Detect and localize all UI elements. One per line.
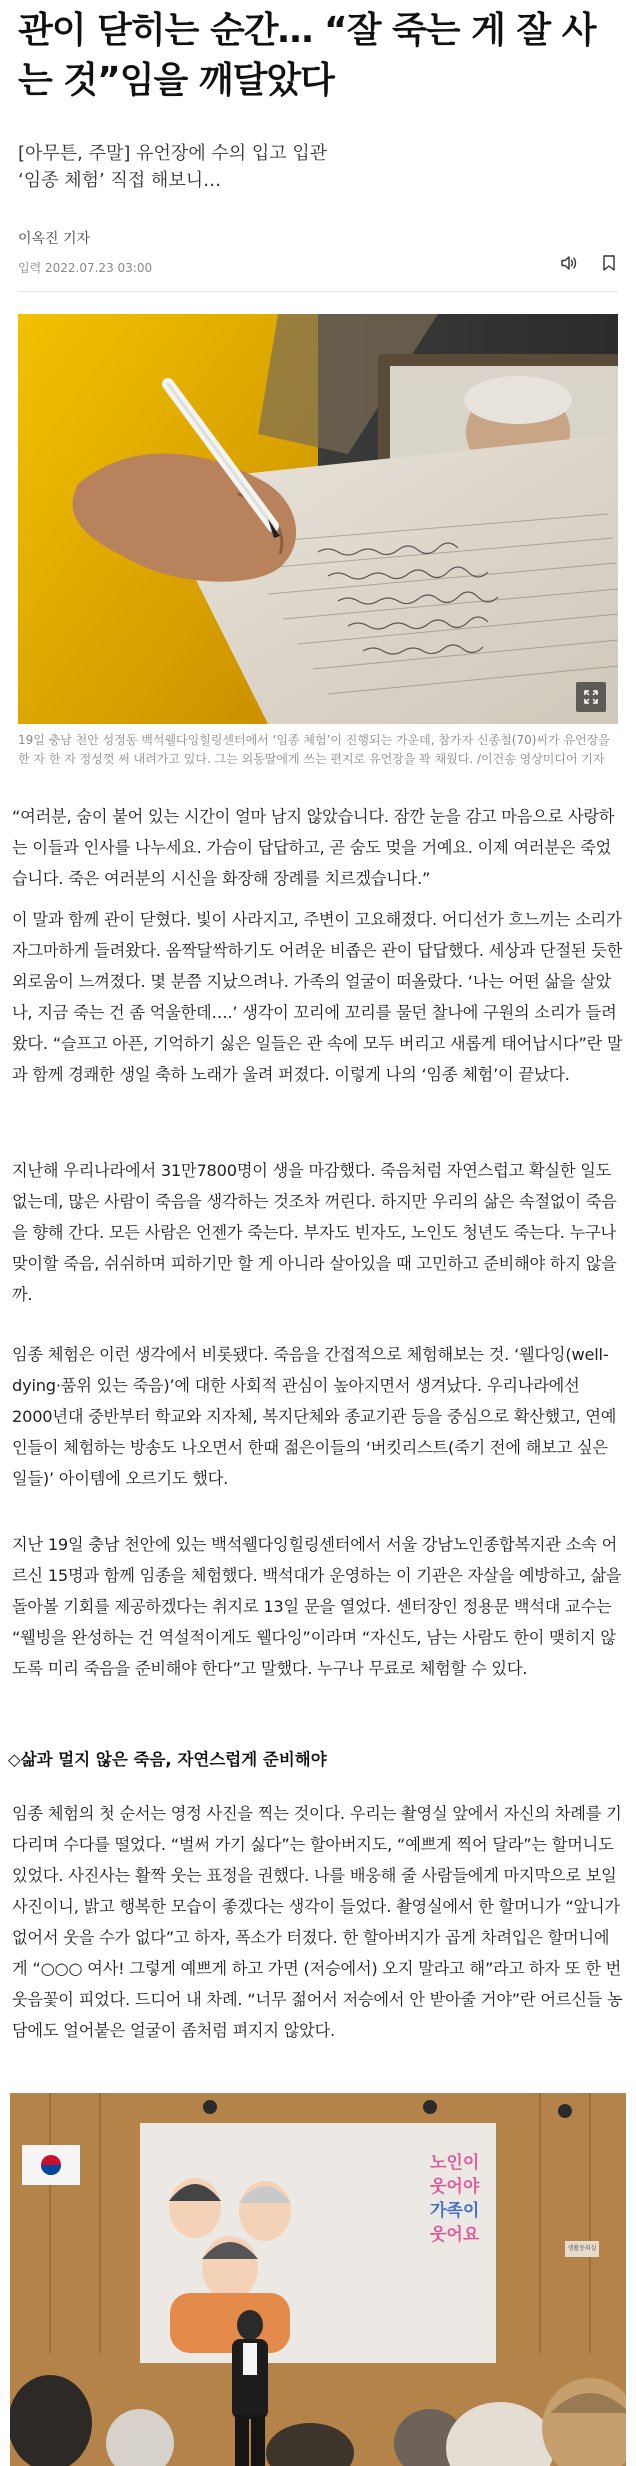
room-sign: 생활동의실 <box>567 2245 597 2252</box>
expand-photo-button[interactable] <box>576 682 606 712</box>
photo-illustration <box>18 314 618 724</box>
body-paragraph-3: 지난해 우리나라에서 31만7800명이 생을 마감했다. 죽음처럼 자연스럽고 확실한 일도 없는데, 많은 사람이 죽음을 생각하는 것조차 꺼린다. 하지만 우리의 삶은 속절없이 죽음을 향해 간다. 모든 사람은 언젠가 죽는다. 부자도 빈자도, 노인도 청년도 죽는다. 누구나 맞이할 죽음, 쉬쉬하며 피하기만 할 게 아니라 살아있을 때 고민하고 준비해야 하지 않을까. <box>12 1161 617 1304</box>
body-paragraph-5: 지난 19일 충남 천안에 있는 백석웰다잉힐링센터에서 서울 강남노인종합복지관 소속 어르신 15명과 함께 임종을 체험했다. 백석대가 운영하는 이 기관은 자살을 예방하고, 삶을 돌아볼 기회를 제공하겠다는 취지로 13일 문을 열었다. 센터장인 정용문 백석대 교수는 “웰빙을 완성하는 건 역설적이게도 웰다잉”이라며 “자신도, 남는 사람도 한이 맺히지 않도록 미리 죽음을 준비해야 한다”고 말했다. 누구나 무료로 체험할 수 있다. <box>12 1535 622 1678</box>
screen-text-line-3: 가족이 <box>430 2201 480 2221</box>
headline: 관이 닫히는 순간… “잘 죽는 게 잘 사는 것”임을 깨달았다 <box>18 10 596 101</box>
screen-text-line-1: 노인이 <box>430 2153 480 2173</box>
screen-text-line-2: 웃어야 <box>430 2177 480 2197</box>
photo-illustration-lecture <box>10 2093 626 2466</box>
bookmark-icon[interactable] <box>600 254 618 272</box>
header-divider <box>18 291 618 292</box>
subhead-line-1: [아무튼, 주말] 유언장에 수의 입고 입관 <box>18 143 328 164</box>
section-subtitle: ◇삶과 멀지 않은 죽음, 자연스럽게 준비해야 <box>8 1750 327 1769</box>
body-paragraph-2: 이 말과 함께 관이 닫혔다. 빛이 사라지고, 주변이 고요해졌다. 어디선가 흐느끼는 소리가 자그마하게 들려왔다. 옴짝달싹하기도 어려운 비좁은 관이 답답했다. 세상과 단절된 듯한 외로움이 느껴졌다. 몇 분쯤 지났으려나. 가족의 얼굴이 떠올랐다. ‘나는 어떤 삶을 살았나, 지금 죽는 건 좀 억울한데….’ 생각이 꼬리에 꼬리를 물던 찰나에 구원의 소리가 들려왔다. “슬프고 아픈, 기억하기 싫은 일들은 관 속에 모두 버리고 새롭게 태어납시다”란 말과 함께 경쾌한 생일 축하 노래가 울려 퍼졌다. 이렇게 나의 ‘임종 체험’이 끝났다. <box>12 910 623 1084</box>
article-photo-will-writing[interactable] <box>18 314 618 724</box>
publish-date: 입력 2022.07.23 03:00 <box>18 261 153 275</box>
subheadline <box>18 140 618 194</box>
article-tools <box>560 254 618 272</box>
article-photo-lecture[interactable] <box>10 2093 626 2466</box>
screen-slogan <box>430 2151 494 2247</box>
author-byline[interactable]: 이옥진 기자 <box>18 231 91 247</box>
photo-caption: 19일 충남 천안 성정동 백석웰다잉힐링센터에서 ‘임종 체험’이 진행되는 가운데, 참가자 신종철(70)씨가 유언장을 한 자 한 자 정성껏 써 내려가고 있다. 그는 외동딸에게 쓰는 편지로 유언장을 꽉 채웠다. /이건송 영상미디어 기자 <box>18 733 610 766</box>
body-paragraph-6: 임종 체험의 첫 순서는 영정 사진을 찍는 것이다. 우리는 촬영실 앞에서 자신의 차례를 기다리며 수다를 떨었다. “벌써 가기 싫다”는 할아버지도, “예쁘게 찍어 달라”는 할머니도 있었다. 사진사는 활짝 웃는 표정을 권했다. 나를 배웅해 줄 사람들에게 마지막으로 보일 사진이니, 밝고 행복한 모습이 좋겠다는 생각이 들었다. 촬영실에서 한 할머니가 “앞니가 없어서 웃을 수가 없다”고 하자, 폭소가 터졌다. 한 할아버지가 곱게 차려입은 할머니에게 “○○○ 여사! 그렇게 예쁘게 하고 가면 (저승에서) 오지 말라고 해”라고 하자 또 한 번 웃음꽃이 피었다. 드디어 내 차례. “너무 젊어서 저승에서 안 받아줄 거야”란 어르신들 농담에도 얼어붙은 얼굴이 좀처럼 펴지지 않았다. <box>12 1804 623 2040</box>
body-paragraph-4: 임종 체험은 이런 생각에서 비롯됐다. 죽음을 간접적으로 체험해보는 것. ‘웰다잉(well-dying·품위 있는 죽음)’에 대한 사회적 관심이 높아지면서 생겨났다. 우리나라에선 2000년대 중반부터 학교와 지자체, 복지단체와 종교기관 등을 중심으로 확산했고, 연예인들이 체험하는 방송도 나오면서 한때 젊은이들의 ‘버킷리스트(죽기 전에 해보고 싶은 일들)’ 아이템에 오르기도 했다. <box>12 1345 617 1488</box>
screen-text-line-4: 웃어요 <box>430 2225 480 2245</box>
body-paragraph-1: “여러분, 숨이 붙어 있는 시간이 얼마 남지 않았습니다. 잠깐 눈을 감고 마음으로 사랑하는 이들과 인사를 나누세요. 가슴이 답답하고, 곧 숨도 멎을 거예요. 이제 여러분은 죽었습니다. 죽은 여러분의 시신을 화장해 장례를 치르겠습니다.” <box>12 807 615 888</box>
subhead-line-2: ‘임종 체험’ 직접 해보니… <box>18 170 222 191</box>
speaker-icon[interactable] <box>560 254 578 272</box>
expand-icon <box>583 689 599 705</box>
